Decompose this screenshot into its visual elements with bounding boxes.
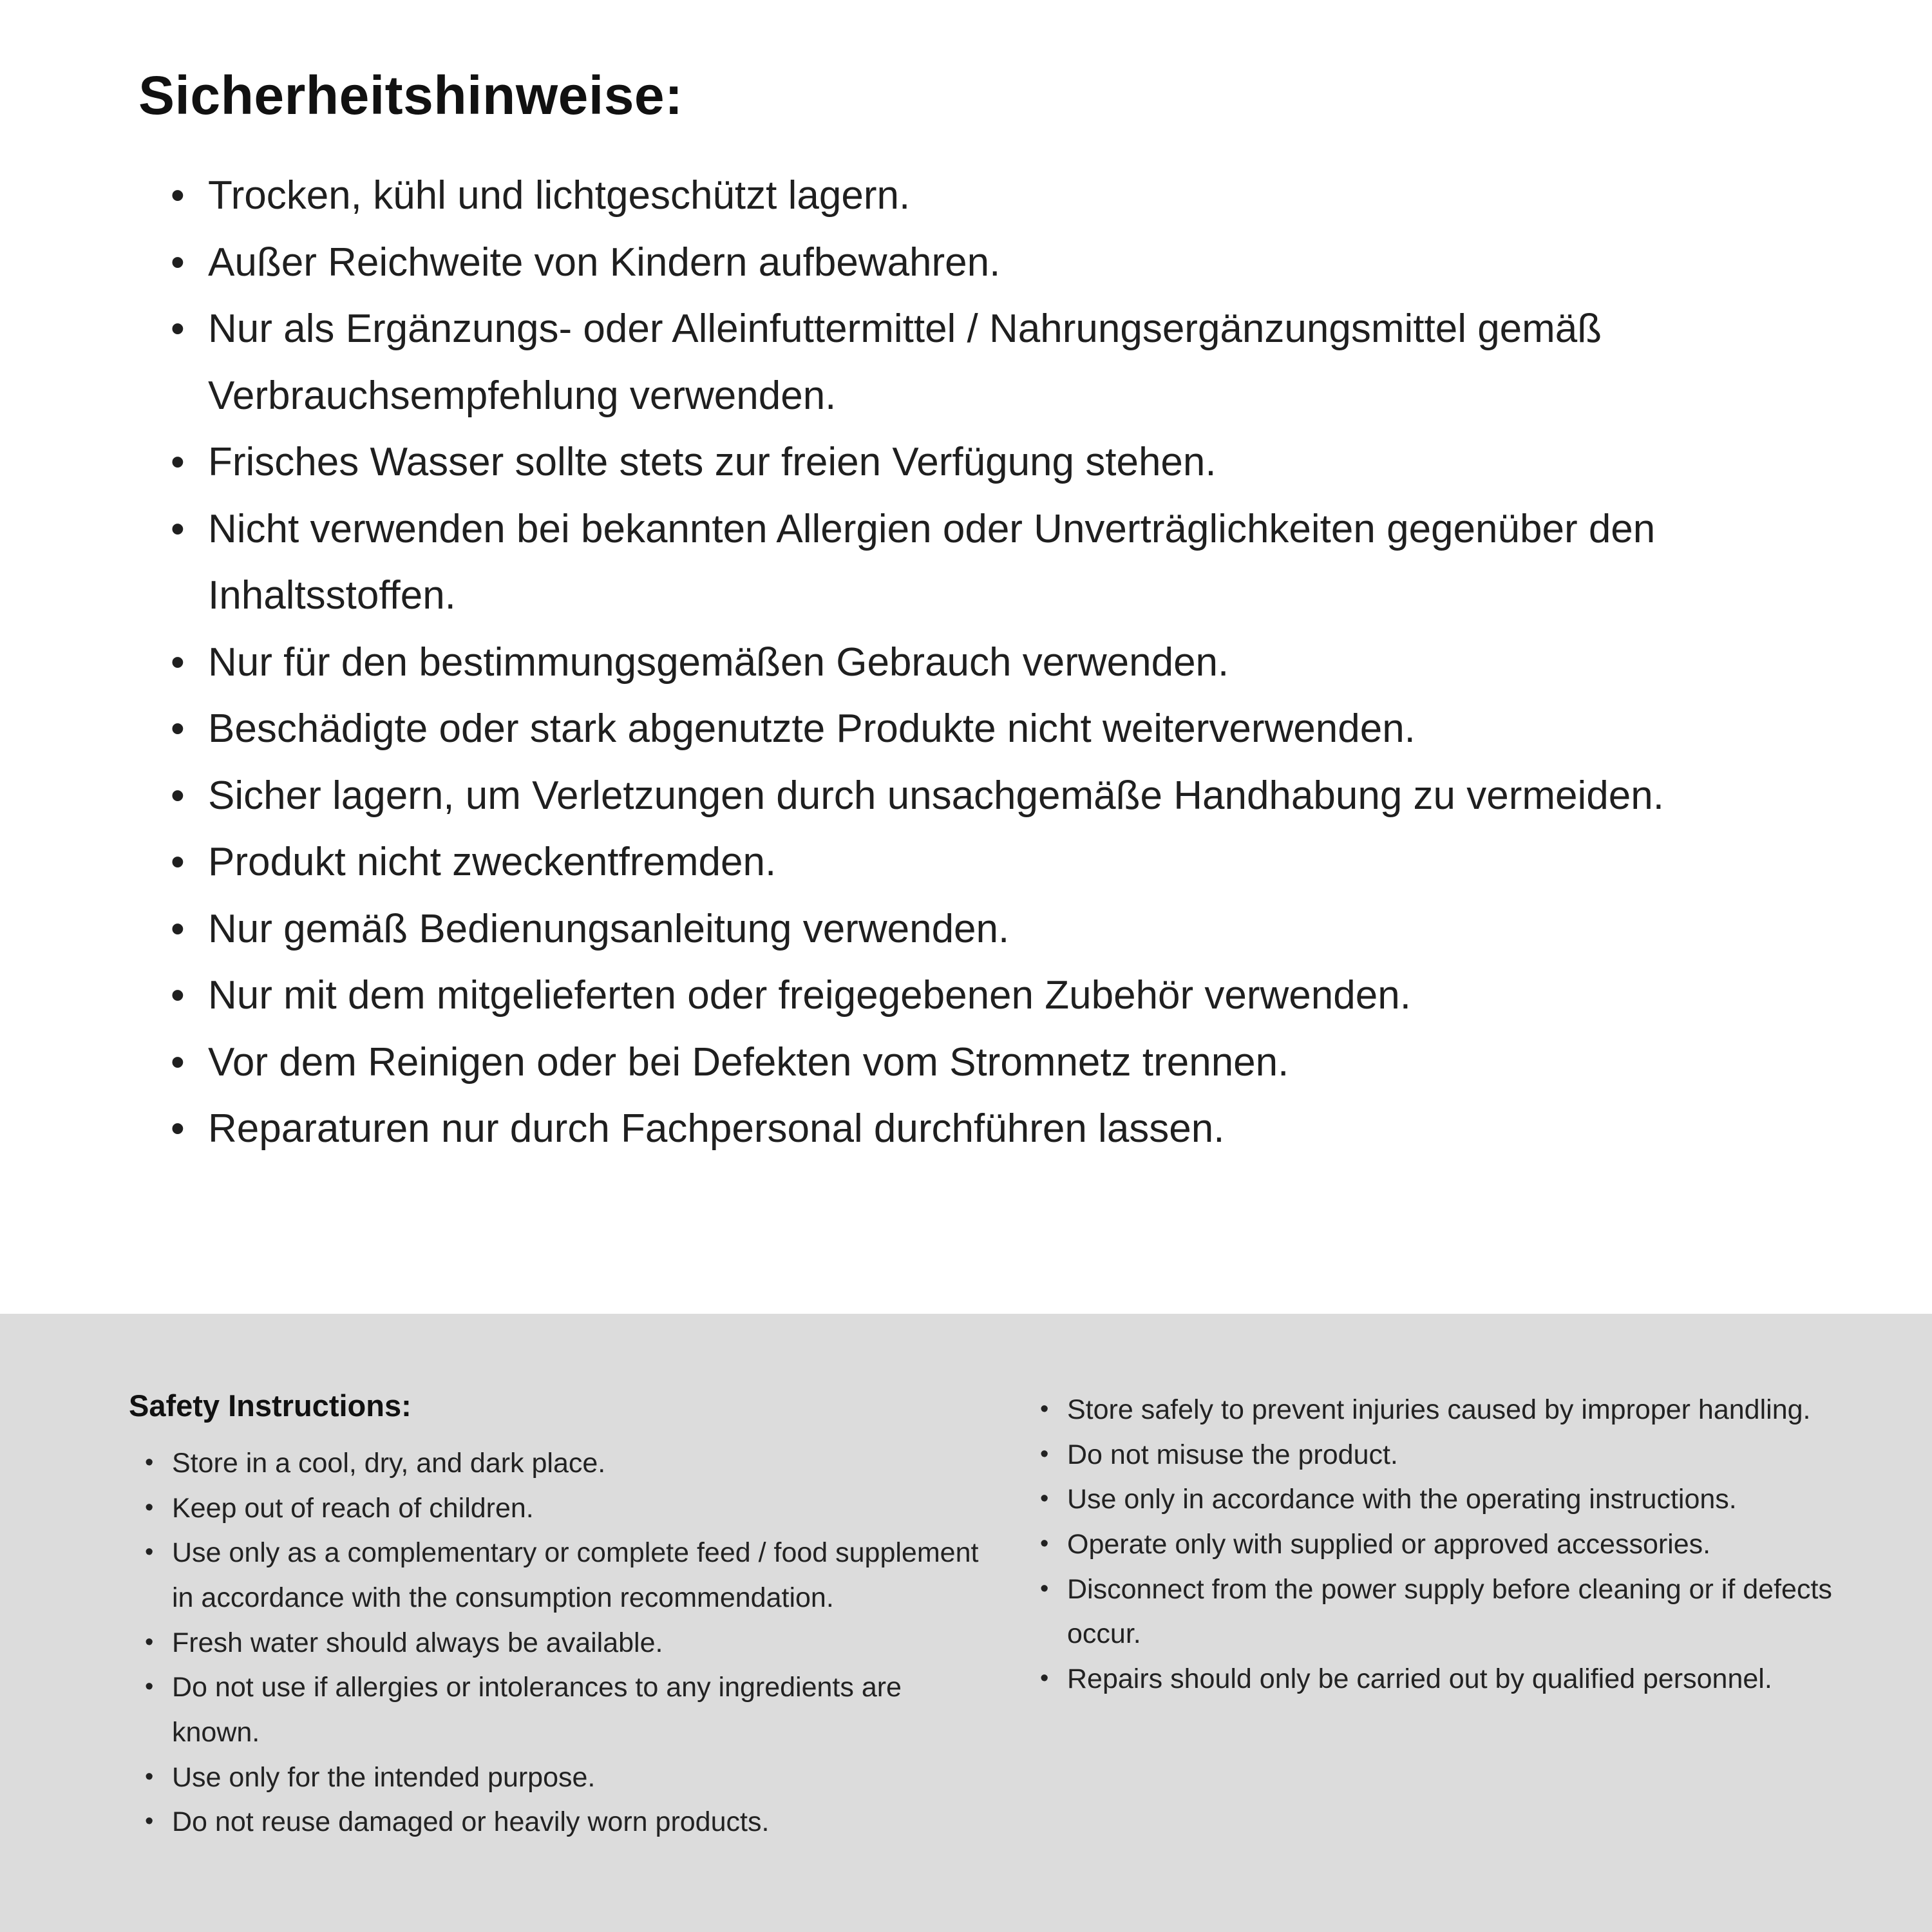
- list-item: • Use only in accordance with the operating instructions.: [1040, 1477, 1855, 1522]
- list-item: • Keep out of reach of children.: [145, 1486, 995, 1531]
- english-section: [0, 1314, 1932, 1932]
- list-item: • Sicher lagern, um Verletzungen durch unsachgemäße Handhabung zu vermeiden.: [171, 762, 1816, 829]
- list-item: • Produkt nicht zweckentfremden.: [171, 829, 1816, 896]
- list-item: • Nur mit dem mitgelieferten oder freigegebenen Zubehör verwenden.: [171, 962, 1816, 1029]
- english-instructions-list-right: [1040, 1388, 1855, 1702]
- english-instructions-list-left: [129, 1441, 995, 1845]
- list-item: • Vor dem Reinigen oder bei Defekten vom Stromnetz trennen.: [171, 1029, 1816, 1096]
- english-section-title: Safety Instructions:: [129, 1388, 412, 1423]
- list-item: • Operate only with supplied or approved accessories.: [1040, 1522, 1855, 1567]
- list-item: • Disconnect from the power supply before cleaning or if defects occur.: [1040, 1567, 1855, 1657]
- list-item: • Fresh water should always be available.: [145, 1621, 995, 1666]
- list-item: • Nicht verwenden bei bekannten Allergien oder Unverträglichkeiten gegenüber den Inhaltsstoffen.: [171, 496, 1816, 629]
- list-item: • Store in a cool, dry, and dark place.: [145, 1441, 995, 1486]
- german-instructions-list: [138, 162, 1816, 1162]
- list-item: • Use only for the intended purpose.: [145, 1756, 995, 1801]
- list-item: • Frisches Wasser sollte stets zur freien Verfügung stehen.: [171, 429, 1816, 496]
- list-item: • Beschädigte oder stark abgenutzte Produkte nicht weiterverwenden.: [171, 696, 1816, 762]
- list-item: • Nur für den bestimmungsgemäßen Gebrauch verwenden.: [171, 629, 1816, 696]
- list-item: • Außer Reichweite von Kindern aufbewahren.: [171, 229, 1816, 296]
- list-item: • Use only as a complementary or complete feed / food supplement in accordance with the consumption recommendation.: [145, 1531, 995, 1620]
- english-right-column: [1040, 1388, 1855, 1932]
- list-item: • Do not misuse the product.: [1040, 1433, 1855, 1478]
- list-item: • Repairs should only be carried out by qualified personnel.: [1040, 1657, 1855, 1702]
- list-item: • Reparaturen nur durch Fachpersonal durchführen lassen.: [171, 1095, 1816, 1162]
- list-item: • Do not use if allergies or intolerances to any ingredients are known.: [145, 1665, 995, 1755]
- list-item: • Store safely to prevent injuries caused by improper handling.: [1040, 1388, 1855, 1433]
- german-section-title: Sicherheitshinweise:: [138, 65, 683, 126]
- list-item: • Do not reuse damaged or heavily worn products.: [145, 1800, 995, 1845]
- list-item: • Trocken, kühl und lichtgeschützt lagern.: [171, 162, 1816, 229]
- english-left-column: [129, 1388, 995, 1932]
- list-item: • Nur als Ergänzungs- oder Alleinfuttermittel / Nahrungsergänzungsmittel gemäß Verbrauchsempfehlung verwenden.: [171, 296, 1816, 429]
- list-item: • Nur gemäß Bedienungsanleitung verwenden.: [171, 896, 1816, 963]
